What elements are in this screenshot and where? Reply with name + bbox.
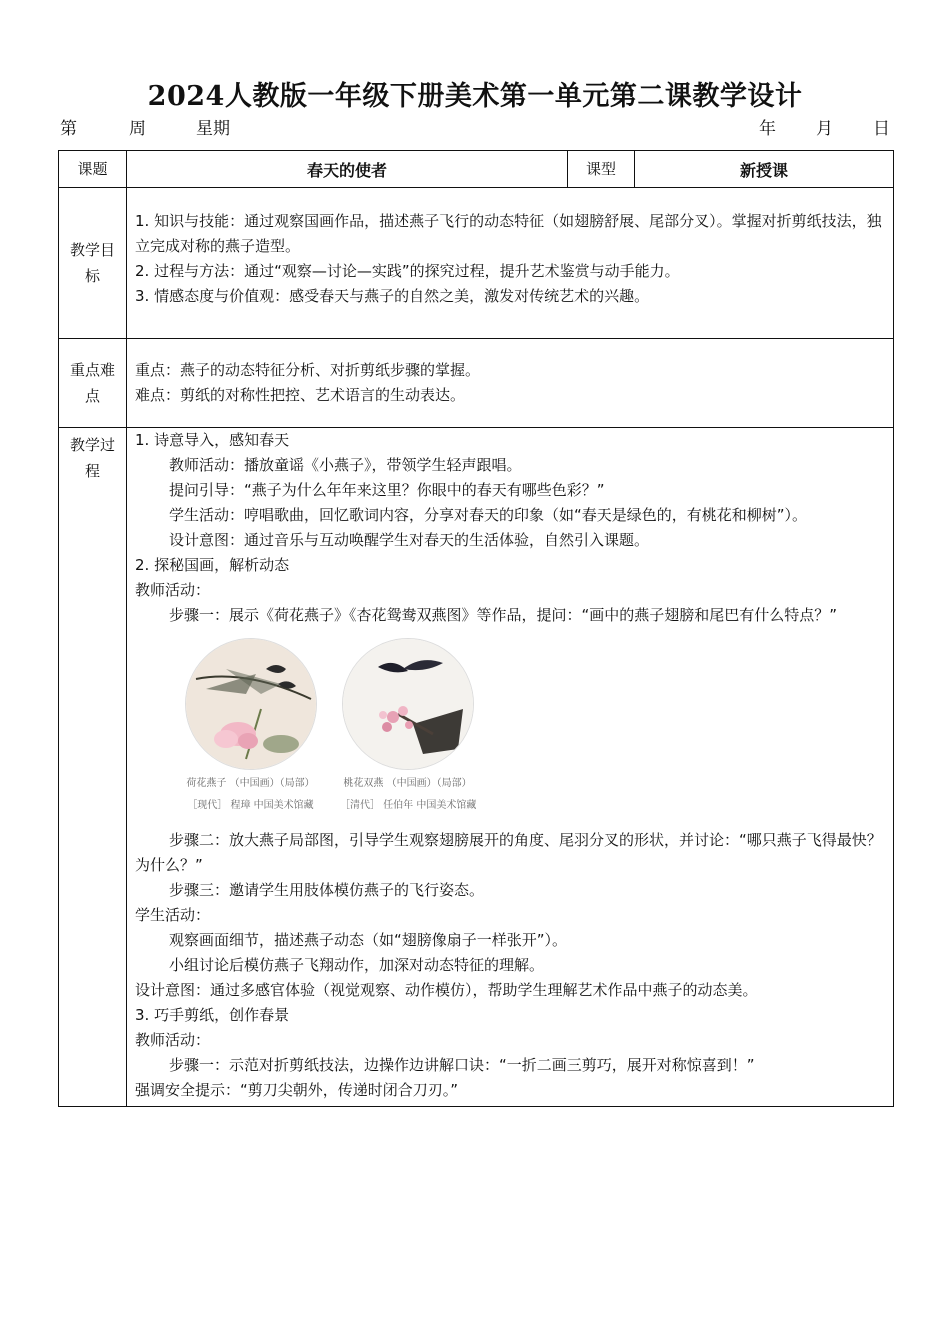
figure-credit: ［现代］ 程璋 中国美术馆藏 <box>187 800 314 811</box>
topic-label: 课题 <box>59 151 127 188</box>
paragraph: 提问引导：“燕子为什么年年来这里？你眼中的春天有哪些色彩？” <box>169 481 605 499</box>
date-ymd-line <box>759 114 890 139</box>
weekday-label: 星期 <box>196 119 230 139</box>
week-unit: 周 <box>129 119 146 139</box>
objectives-content <box>127 188 894 339</box>
lotus-swallows-painting <box>185 638 317 770</box>
keypoints-label: 重点难点 <box>59 339 127 428</box>
keypoints-content <box>127 339 894 428</box>
type-label: 课型 <box>568 151 635 188</box>
paragraph: 设计意图：通过多感官体验（视觉观察、动作模仿），帮助学生理解艺术作品中燕子的动态美。 <box>135 981 758 999</box>
type-value: 新授课 <box>635 151 894 188</box>
paragraph: 观察画面细节，描述燕子动态（如“翅膀像扇子一样张开”）。 <box>169 931 568 949</box>
paragraph: 强调安全提示：“剪刀尖朝外，传递时闭合刀刃。” <box>135 1081 459 1099</box>
date-week-line <box>60 114 230 139</box>
peach-swallows-painting <box>342 638 474 770</box>
figure-lotus-swallows <box>183 638 318 814</box>
section-title: 1. 诗意导入，感知春天 <box>135 431 290 449</box>
lesson-table <box>58 150 894 1107</box>
paragraph: 设计意图：通过音乐与互动唤醒学生对春天的生活体验，自然引入课题。 <box>169 531 650 549</box>
topic-value: 春天的使者 <box>127 151 568 188</box>
paragraph: 小组讨论后模仿燕子飞翔动作，加深对动态特征的理解。 <box>169 956 545 974</box>
objective-item: 3. 情感态度与价值观：感受春天与燕子的自然之美，激发对传统艺术的兴趣。 <box>135 287 650 305</box>
paragraph: 步骤一：示范对折剪纸技法，边操作边讲解口诀：“一折二画三剪巧，展开对称惊喜到！” <box>169 1056 755 1074</box>
paragraph: 教师活动： <box>135 1031 211 1049</box>
page-title: 2024人教版一年级下册美术第一单元第二课教学设计 <box>147 81 803 112</box>
paragraph: 步骤一：展示《荷花燕子》《杏花鸳鸯双燕图》等作品，提问：“画中的燕子翅膀和尾巴有什么特点？” <box>169 606 838 624</box>
day-label: 日 <box>873 119 890 139</box>
header-row <box>59 151 894 188</box>
month-label: 月 <box>816 119 833 139</box>
objectives-label: 教学目标 <box>59 188 127 339</box>
paragraph: 教师活动： <box>135 581 211 599</box>
process-row <box>59 428 894 1107</box>
objectives-row <box>59 188 894 339</box>
objective-item: 1. 知识与技能：通过观察国画作品，描述燕子飞行的动态特征（如翅膀舒展、尾部分叉）。掌握对折剪纸技法，独立完成对称的燕子造型。 <box>135 212 882 255</box>
process-content <box>127 428 894 1107</box>
focus-text: 重点：燕子的动态特征分析、对折剪纸步骤的掌握。 <box>135 361 481 379</box>
objective-item: 2. 过程与方法：通过“观察—讨论—实践”的探究过程，提升艺术鉴赏与动手能力。 <box>135 262 680 280</box>
paragraph: 学生活动： <box>135 906 211 924</box>
figure-credit: ［清代］ 任伯年 中国美术馆藏 <box>340 800 477 811</box>
figure-caption: 荷花燕子 （中国画）（局部） <box>186 778 315 789</box>
figure-caption: 桃花双燕 （中国画）（局部） <box>343 778 472 789</box>
section-title: 2. 探秘国画，解析动态 <box>135 556 290 574</box>
week-label: 第 <box>60 119 77 139</box>
figure-peach-swallows <box>340 638 475 814</box>
year-label: 年 <box>759 119 776 139</box>
paragraph: 步骤三：邀请学生用肢体模仿燕子的飞行姿态。 <box>169 881 485 899</box>
difficulty-text: 难点：剪纸的对称性把控、艺术语言的生动表达。 <box>135 386 466 404</box>
paragraph: 步骤二：放大燕子局部图，引导学生观察翅膀展开的角度、尾羽分叉的形状，并讨论：“哪只燕子飞得最快？为什么？” <box>135 831 882 874</box>
artwork-figures <box>135 628 883 828</box>
paragraph: 学生活动：哼唱歌曲，回忆歌词内容，分享对春天的印象（如“春天是绿色的，有桃花和柳树”）。 <box>169 506 808 524</box>
paragraph: 教师活动：播放童谣《小燕子》，带领学生轻声跟唱。 <box>169 456 522 474</box>
section-title: 3. 巧手剪纸，创作春景 <box>135 1006 290 1024</box>
keypoints-row <box>59 339 894 428</box>
process-label: 教学过程 <box>59 428 127 1107</box>
